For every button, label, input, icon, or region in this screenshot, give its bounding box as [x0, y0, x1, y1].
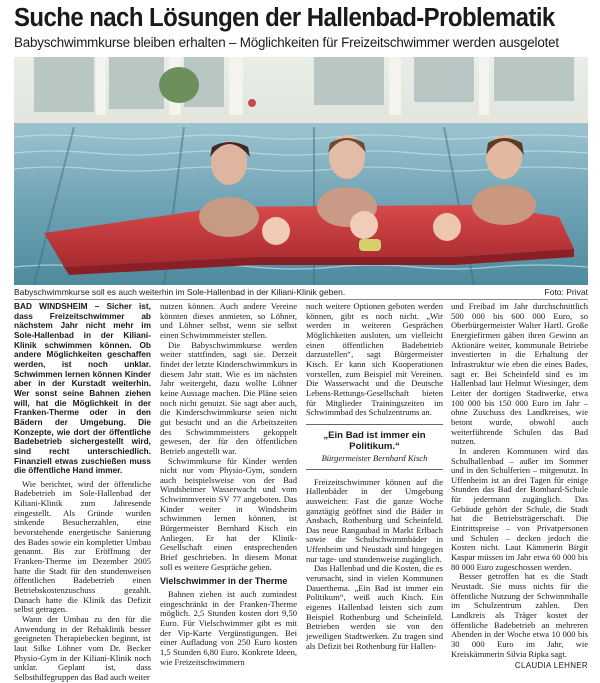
paragraph: Wie berichtet, wird der öffentliche Badebetrieb im Sole-Hallenbad der Kiliani-Klinik zum Jahresende eingestellt. Als Gründe wurden sinkende Besucherzahlen, eine bevorstehende energetische Sanierung des Bades sowie ein kompletter Umbau genannt. Bis zur Eröffnung der Franken-Therme im Dezember 2005 hatte die Stadt für den stundenweisen öffentlichen Badebetrieb einen Betriebskostenzuschuss gezahlt. Danach hatte die Klinik das Defizit selbst getragen. [14, 478, 151, 615]
photo-caption: Babyschwimmkurse soll es auch weiterhin im Sole-Hallenbad in der Kiliani-Klinik geben. [14, 287, 346, 297]
section-subheading: Vielschwimmer in der Therme [160, 576, 288, 587]
lead-text: Sicher ist, dass Freizeitschwimmer ab nächstem Jahr nicht mehr im Sole-Hallenbad in der Kiliani-Klinik schwimmen können. Ob andere Möglichkeiten geschaffen werden, ist noch unklar. Schwimmen lernen können Kinder aber in der Kurstadt weiterhin. Wer sonst seine Bahnen ziehen will, hat die Möglichkeit in der Franken-Therme oder in den Bädern der Umgebung. Die Konzepte, wie dort der öffentliche Badebetrieb sichergestellt wird, sind recht unterschiedlich. Finanziell etwas zuschießen muss die öffentliche Hand immer. [14, 301, 151, 476]
photo-caption-bar [14, 287, 588, 299]
paragraph: Bahnen ziehen ist auch zumindest eingeschränkt in der Franken-Therme möglich. 2,5 Stunden kosten dort 9,50 Euro. Für Vielschwimmer gibt es mit der Vip-Karte Vergünstigungen. Bei einer Aufladung von 250 Euro kosten 1,5 Stunden 6,80 Euro. Konkrete Ideen, wie Freizeitschwimmern [160, 589, 297, 667]
subheadline: Babyschwimmkurse bleiben erhalten – Möglichkeiten für Freizeitschwimmer werden ausgelotet [14, 35, 559, 50]
paragraph: nutzen können. Auch andere Vereine könnten dieses anmieten, so Löhner, und Löhner selbst, wenn sie selbst einen Schwimmmeister stellen. [160, 301, 297, 340]
photo-credit: Foto: Privat [544, 287, 588, 297]
divider [14, 299, 588, 300]
paragraph: Besser getroffen hat es die Stadt Neustadt. Sie muss nichts für die öffentliche Nutzung der Schwimmhalle im Schulzentrum zahlen. Den Landkreis als Träger kostet der öffentliche Badebetrieb an mehreren Abenden in der Woche etwa 10 000 bis 30 000 Euro im Jahr, wie Kreiskämmerin Silvia Ripka sagt. [451, 571, 588, 659]
pull-quote [306, 424, 443, 470]
article-column-3 [306, 302, 443, 651]
lead-paragraph [14, 302, 151, 476]
paragraph: In anderen Kommunen wird das Schulhallenbad – außer im Sommer und in den Schulferien – mitgenutzt. In Uffenheim ist an drei Tagen für einige Stunden das Bad der Bombard-Schule für jedermann zugänglich. Das Gebäude gehört der Schule, die Stadt hat die Betriebsträgerschaft. Die Eintrittspreise – von Privatpersonen und Schulen – decken jedoch die Kosten nicht. Laut Kämmerin Birgit Kaspar müssen im Jahr etwa 60 000 bis 80 000 Euro zugeschossen werden. [451, 445, 588, 572]
article-column-1 [14, 302, 151, 683]
paragraph: Wann der Umbau zu den für die Anwendung in der Rehaklinik besser geeigneten Therapiebecken beginnt, ist laut Silke Löhner vom Dr. Becker Physio-Gym in der Kiliani-Klinik noch unklar. Geplant ist, dass Selbsthilfegruppen das Bad auch weiter [14, 614, 151, 682]
paragraph: Das Hallenbad und die Kosten, die es verursacht, sind in vielen Kommunen Dauerthema. „Ein Bad ist immer ein Politikum“, weiß auch Kisch. Ein eigenes Hallenbad leisten sich zum Beispiel Rothenburg und Scheinfeld. Betrieben werden sie von den jeweiligen Stadtwerken. Zu tragen sind als Defizit bei Rothenburg für Hallen- [306, 563, 443, 651]
paragraph: Freizeitschwimmer können auf die Hallenbäder in der Umgebung ausweichen: Fast die ganze Woche ganztägig geöffnet sind die Bäder in Ansbach, Rothenburg und Scheinfeld. Das neue Rangaubad in Markt Erlbach sowie die Schulschwimmbäder in Uffenheim und Neustadt sind hingegen nur tage- und stundenweise zugänglich. [306, 476, 443, 564]
pull-quote-text: „Ein Bad ist immer ein Politikum.“ [323, 429, 426, 452]
swimming-pool-photo [14, 57, 588, 285]
article-column-2 [160, 302, 297, 667]
author-byline: CLAUDIA LEHNER [514, 661, 588, 671]
pull-quote-attribution: Bürgermeister Bernhard Kisch [321, 452, 428, 463]
paragraph: Die Babyschwimmkurse werden weiter stattfinden, sagt sie. Derzeit findet der letzte Kinderschwimmkurs in diesem Jahr statt. Wie es im nächsten Jahr weitergeht, dazu wollte Löhner keine Aussage machen. Die Pläne seien noch nicht genutzt. Sie sagt aber auch, die Kinderschwimmkurse seien nicht gut besucht und an die Arbeitszeiten des Schwimmmeisters gekoppelt gewesen, der für den öffentlichen Betrieb angestellt war. [160, 339, 297, 456]
headline: Suche nach Lösungen der Hallenbad-Problematik [14, 4, 555, 32]
article-photo [14, 57, 588, 285]
paragraph: und Freibad im Jahr durchschnittlich 500 000 bis 600 000 Euro, so Oberbürgermeister Walter Hartl. Große Energiefirmen gäben ihren Gewinn an Aktionäre weiter, kommunale Betriebe investierten in die Erhaltung der Infrastruktur wie eben die eines Bades, sagt er. Bei Scheinfeld sind es im Hallenbad laut Helmut Wiesinger, dem Leiter der dortigen Stadtwerke, etwa 100 000 bis 150 000 Euro im Jahr – ohne Zuschuss des Landkreises, wie betont wurde, obwohl auch weiterführende Schulen das Bad nutzen. [451, 301, 588, 447]
newspaper-page [14, 4, 588, 682]
article-column-4 [451, 302, 588, 671]
dateline: BAD WINDSHEIM – [14, 301, 100, 311]
paragraph: Schwimmkurse für Kinder werden nicht nur vom Physio-Gym, sondern auch beispielsweise von der Bad Windsheimer Wasserwacht und vom Schwimmverein SV 77 angeboten. Das Kinder weiter in Windsheim schwimmen lernen können, ist Bürgermeister Bernhard Kisch ein Anliegen. Er hat der Klinik-Gesellschaft einen entsprechenden Brief geschrieben. In diesem Monat soll es weitere Gespräche geben. [160, 455, 297, 572]
paragraph: noch weitere Optionen geboten werden können, gibt es noch nicht. „Wir werden in weiteren Gesprächen Möglichkeiten ausloten, um vielleicht einen öffentlichen Badebetrieb darzustellen“, sagt Bürgermeister Kisch. Er kann sich Kooperationen vorstellen, zum Beispiel mit Vereinen. Die Wasserwacht und die Deutsche Lebens-Rettungs-Gesellschaft bieten für Mitglieder Trainingszeiten im Schwimmbad des Schulzentrums an. [306, 301, 443, 418]
